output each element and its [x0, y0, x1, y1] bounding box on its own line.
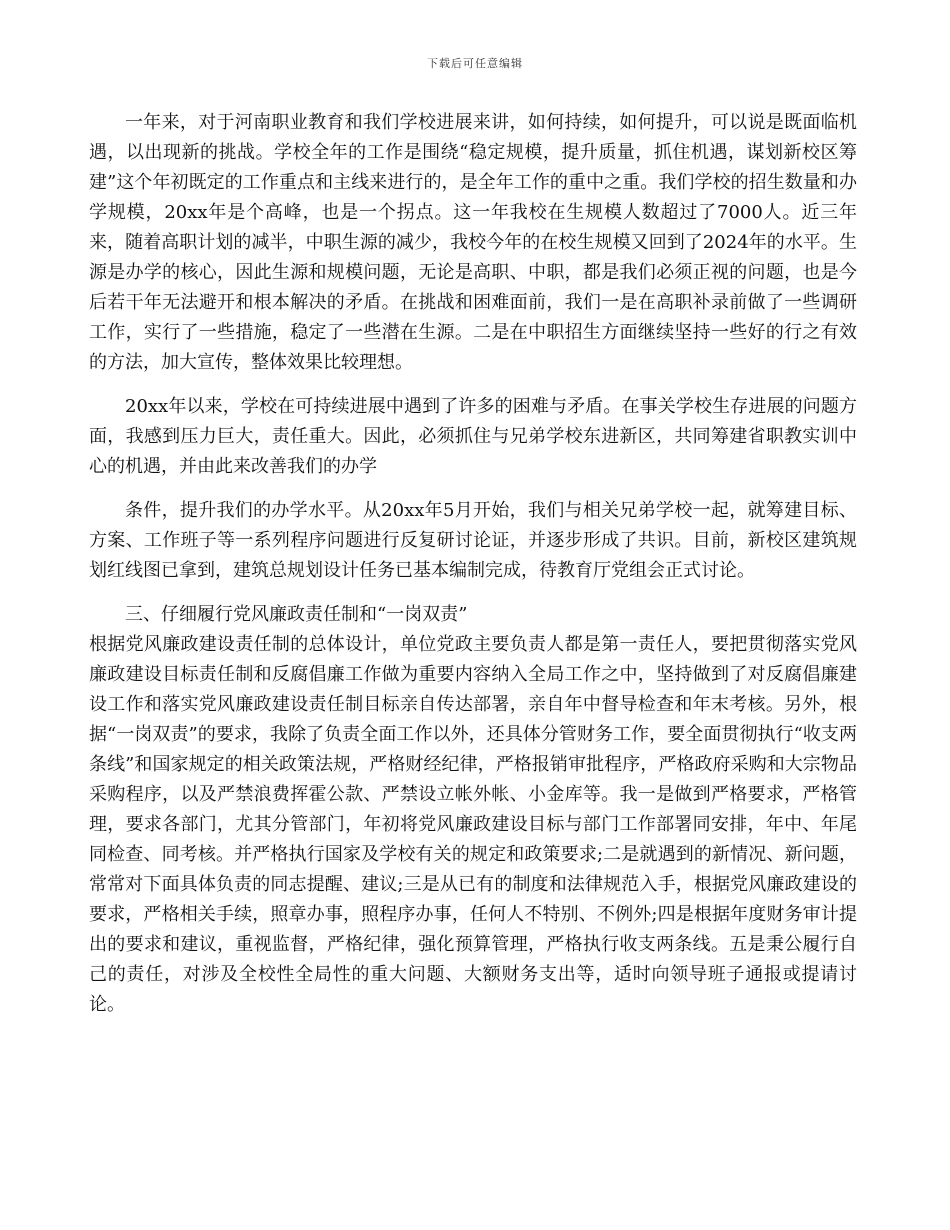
paragraph-new-campus: 条件，提升我们的办学水平。从20xx年5月开始，我们与相关兄弟学校一起，就筹建目标、方案、工作班子等一系列程序问题进行反复研讨论证，并逐步形成了共识。目前，新校区建筑规划红线图已拿到，建筑总规划设计任务已基本编制完成，待教育厅党组会正式讨论。 [89, 500, 857, 581]
paragraph-annual-review: 一年来，对于河南职业教育和我们学校进展来讲，如何持续，如何提升，可以说是既面临机遇，以出现新的挑战。学校全年的工作是围绕“稳定规模，提升质量，抓住机遇，谋划新校区筹建”这个年初既定的工作重点和主线来进行的，是全年工作的重中之重。我们学校的招生数量和办学规模，20xx年是个高峰，也是一个拐点。这一年我校在生规模人数超过了7000人。近三年来，随着高职计划的减半，中职生源的减少，我校今年的在校生规模又回到了2024年的水平。生源是办学的核心，因此生源和规模问题，无论是高职、中职，都是我们必须正视的问题，也是今后若干年无法避开和根本解决的矛盾。在挑战和困难面前，我们一是在高职补录前做了一些调研工作，实行了一些措施，稳定了一些潜在生源。二是在中职招生方面继续坚持一些好的行之有效的方法，加大宣传，整体效果比较理想。 [89, 112, 857, 373]
section-heading-integrity: 三、仔细履行党风廉政责任制和“一岗双责” [125, 604, 468, 625]
page-header-note: 下载后可任意编辑 [427, 57, 523, 70]
document-body [89, 108, 857, 1020]
paragraph-challenges: 20xx年以来，学校在可持续进展中遇到了许多的困难与矛盾。在事关学校生存进展的问题方面，我感到压力巨大，责任重大。因此，必须抓住与兄弟学校东进新区，共同筹建省职教实训中心的机遇，并由此来改善我们的办学 [89, 396, 857, 477]
paragraph-integrity-duties: 根据党风廉政建设责任制的总体设计，单位党政主要负责人都是第一责任人，要把贯彻落实党风廉政建设目标责任制和反腐倡廉工作做为重要内容纳入全局工作之中，坚持做到了对反腐倡廉建设工作和落实党风廉政建设责任制目标亲自传达部署，亲自年中督导检查和年末考核。另外，根据“一岗双责”的要求，我除了负责全面工作以外，还具体分管财务工作，要全面贯彻执行“收支两条线”和国家规定的相关政策法规，严格财经纪律，严格报销审批程序，严格政府采购和大宗物品采购程序，以及严禁浪费挥霍公款、严禁设立帐外帐、小金库等。我一是做到严格要求，严格管理，要求各部门，尤其分管部门，年初将党风廉政建设目标与部门工作部署同安排，年中、年尾同检查、同考核。并严格执行国家及学校有关的规定和政策要求;二是就遇到的新情况、新问题，常常对下面具体负责的同志提醒、建议;三是从已有的制度和法律规范入手，根据党风廉政建设的要求，严格相关手续，照章办事，照程序办事，任何人不特别、不例外;四是根据年度财务审计提出的要求和建议，重视监督，严格纪律，强化预算管理，严格执行收支两条线。五是秉公履行自己的责任，对涉及全校性全局性的重大问题、大额财务支出等，适时向领导班子通报或提请讨论。 [89, 634, 857, 1015]
